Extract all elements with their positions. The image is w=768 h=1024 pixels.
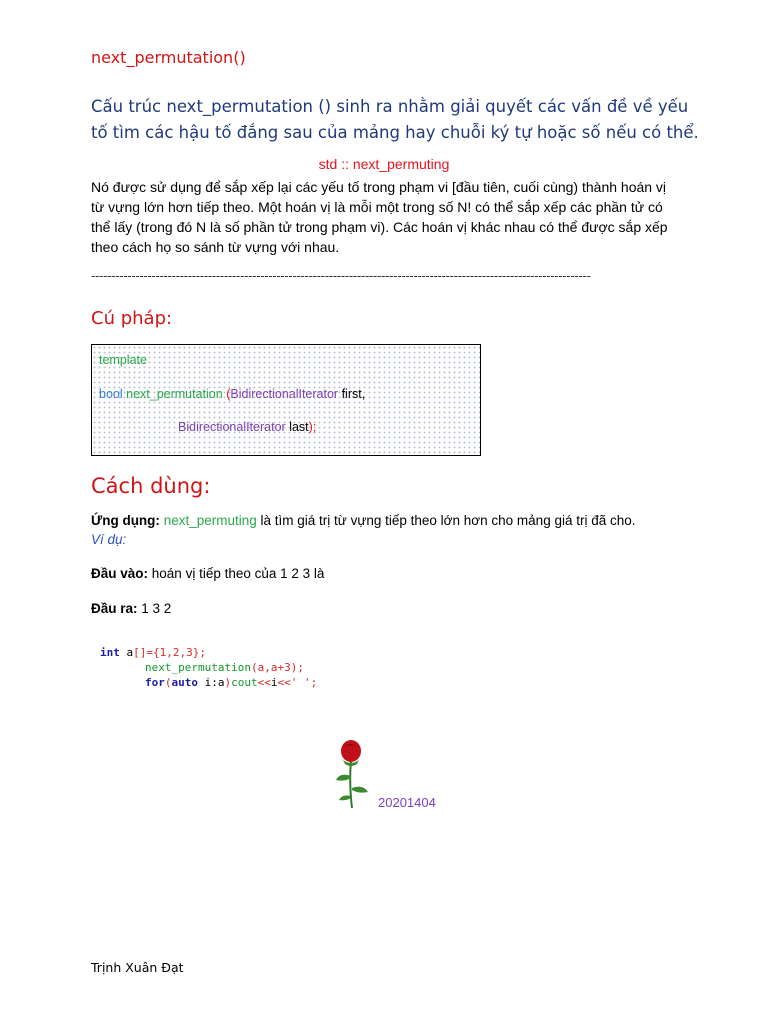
application-fn: next_permuting — [163, 513, 257, 528]
code-loop-var: i:a — [198, 676, 225, 689]
section-title-next-permutation: next_permutation() — [91, 48, 246, 67]
code-stream-op-1: << — [257, 676, 271, 689]
input-label: Đầu vào: — [91, 566, 149, 581]
arg-first: first, — [341, 387, 366, 401]
footer-author: Trịnh Xuân Đạt — [91, 960, 184, 975]
code-line-3 — [145, 676, 317, 689]
rose-caption: 20201404 — [378, 795, 436, 810]
input-line — [91, 566, 324, 581]
intro-paragraph: Cấu trúc next_permutation () sinh ra nhằm giải quyết các vấn đề về yếu tố tìm các hậu tố đắng sau của mảng hay chuỗi ký tự hoặc số nếu có thể. — [91, 97, 699, 142]
code-call-args: (a,a+3); — [250, 661, 304, 674]
code-stream-op-2: << — [277, 676, 291, 689]
code-i: i — [270, 676, 278, 689]
code-for-paren-open: ( — [164, 676, 172, 689]
code-space-literal: ' '; — [290, 676, 318, 689]
code-next-permutation: next_permutation — [145, 661, 251, 674]
application-label: Ứng dụng: — [91, 513, 160, 528]
code-line-1 — [100, 646, 206, 659]
separator-line: ---------------------------------------------------------------------------------------------------------------------------- — [91, 268, 591, 283]
arg-type-last: BidirectionalIterator — [178, 420, 286, 434]
code-cout: cout — [231, 676, 258, 689]
bool-keyword: bool — [99, 387, 123, 401]
example-label: Ví dụ: — [91, 532, 127, 547]
syntax-heading: Cú pháp: — [91, 308, 173, 329]
code-for-paren-close: ) — [224, 676, 232, 689]
description-paragraph: Nó được sử dụng để sắp xếp lại các yếu tố trong phạm vi [đầu tiên, cuối cùng) thành hoán vị từ vựng lớn hơn tiếp theo. Một hoán vị là mỗi một trong số N! có thể sắp xếp các phần tử có thể lấy (trong đó N là số phần tử trong phạm vi). Các hoán vị khác nhau có thể được sắp xếp theo cách họ so sánh từ vựng với nhau. — [91, 179, 668, 255]
output-line — [91, 601, 171, 616]
code-var-a: a — [119, 646, 134, 659]
input-text: hoán vị tiếp theo của 1 2 3 là — [151, 566, 325, 581]
code-for-keyword: for — [145, 676, 165, 689]
output-text: 1 3 2 — [141, 601, 172, 616]
application-text: là tìm giá trị từ vựng tiếp theo lớn hơn cho mảng giá trị đã cho. — [260, 513, 636, 528]
syntax-box — [91, 344, 481, 456]
open-paren: ( — [226, 387, 231, 401]
arg-last: last — [289, 420, 309, 434]
close-paren: ); — [308, 420, 317, 434]
code-int-keyword: int — [100, 646, 120, 659]
arg-type-first: BidirectionalIterator — [230, 387, 339, 401]
template-keyword: template — [99, 353, 147, 367]
application-line — [91, 513, 636, 528]
code-line-2 — [145, 661, 304, 674]
rose-icon — [330, 738, 374, 810]
output-label: Đầu ra: — [91, 601, 138, 616]
std-title: std :: next_permuting — [318, 156, 450, 172]
usage-heading: Cách dùng: — [91, 474, 211, 498]
code-auto-keyword: auto — [171, 676, 198, 689]
code-array-init: []={1,2,3}; — [133, 646, 206, 659]
function-name: next_permutation — [126, 387, 223, 401]
